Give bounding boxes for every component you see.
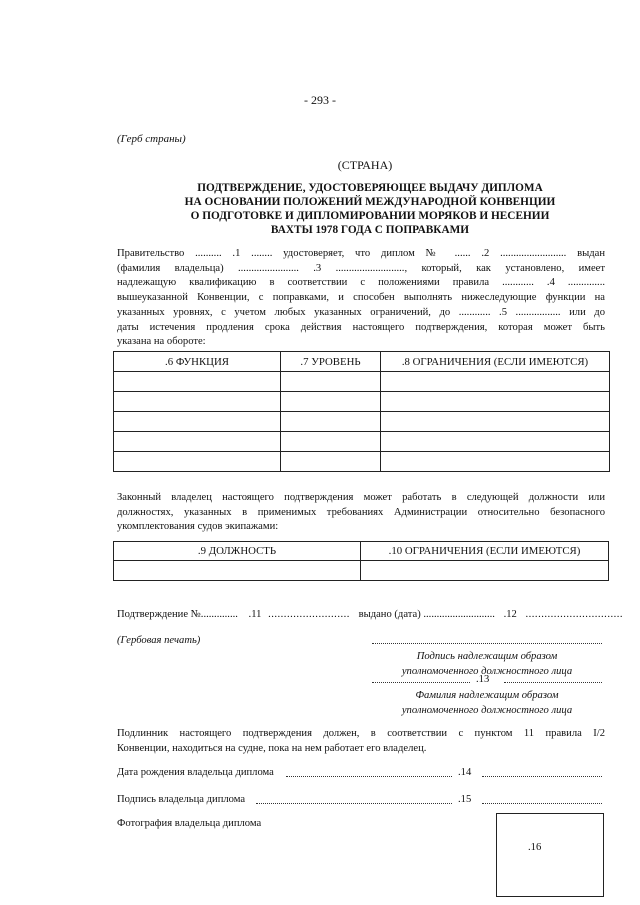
paragraph-line: Законный владелец настоящего подтверждения может работать в следующей должности или xyxy=(117,492,605,503)
field-ref: .16 xyxy=(528,842,542,853)
table-cell[interactable] xyxy=(281,372,381,392)
table-header-row xyxy=(114,542,609,561)
issued-date-label: выдано (дата) ........................... xyxy=(358,609,495,620)
intro-paragraph xyxy=(117,247,605,350)
official-name-caption xyxy=(372,688,602,718)
paragraph-line: надлежащую квалификацию в соответствии с положениями правила ............ .4 .............. xyxy=(117,277,605,289)
table-cell[interactable] xyxy=(381,392,610,412)
table-cell[interactable] xyxy=(281,412,381,432)
paragraph-line: даты истечения продления срока действия настоящего подтверждения, которая может быть xyxy=(117,321,605,333)
caption-line: Подпись надлежащим образом xyxy=(416,651,558,662)
column-header-level: .7 УРОВЕНЬ xyxy=(281,352,381,372)
holder-signature-label: Подпись владельца диплома xyxy=(117,794,246,805)
paragraph-line: вышеуказанной Конвенции, с поправками, и способен выполнять нижеследующие функции на xyxy=(117,292,605,304)
paragraph-line: указанных уровнях, с учетом любых указанных ограничений, до ............ .5 ................. или до xyxy=(117,306,605,318)
document-title xyxy=(130,181,610,237)
table-cell[interactable] xyxy=(381,432,610,452)
title-line: О ПОДГОТОВКЕ И ДИПЛОМИРОВАНИИ МОРЯКОВ И НЕСЕНИИ xyxy=(190,210,550,222)
table-row xyxy=(114,561,609,581)
confirmation-number-field[interactable]: .......................... xyxy=(268,609,350,620)
table-row xyxy=(114,392,610,412)
table-cell[interactable] xyxy=(114,432,281,452)
holder-signature-field-left[interactable] xyxy=(256,803,452,804)
paragraph-line: Подлинник настоящего подтверждения должен, в соответствии с пунктом 11 правила I/2 xyxy=(117,728,605,739)
field-ref: .11 xyxy=(248,609,262,620)
emblem-placeholder: (Герб страны) xyxy=(117,133,186,145)
birth-date-label: Дата рождения владельца диплома xyxy=(117,767,274,778)
original-document-paragraph xyxy=(117,727,605,756)
title-line: ВАХТЫ 1978 ГОДА С ПОПРАВКАМИ xyxy=(270,224,470,236)
confirmation-number-row xyxy=(117,609,623,620)
column-header-function: .6 ФУНКЦИЯ xyxy=(114,352,281,372)
field-ref: .12 xyxy=(503,609,517,620)
paragraph-line: указана на обороте: xyxy=(117,336,206,348)
title-line: НА ОСНОВАНИИ ПОЛОЖЕНИЙ МЕЖДУНАРОДНОЙ КОНВЕНЦИИ xyxy=(184,196,556,208)
table-cell[interactable] xyxy=(381,412,610,432)
country-label: (СТРАНА) xyxy=(337,158,393,172)
caption-line: уполномоченного должностного лица xyxy=(401,666,573,677)
table-header-row xyxy=(114,352,610,372)
positions-table xyxy=(113,541,609,581)
table-row xyxy=(114,372,610,392)
table-cell[interactable] xyxy=(114,392,281,412)
field-ref: .14 xyxy=(458,767,472,778)
table-cell[interactable] xyxy=(114,372,281,392)
table-row xyxy=(114,452,610,472)
birth-date-field-left[interactable] xyxy=(286,776,452,777)
confirmation-number-label: Подтверждение №.............. xyxy=(117,609,238,620)
official-name-field-right[interactable] xyxy=(504,682,602,683)
column-header-limitations: .8 ОГРАНИЧЕНИЯ (ЕСЛИ ИМЕЮТСЯ) xyxy=(381,352,610,372)
table-row xyxy=(114,432,610,452)
official-name-field-left[interactable] xyxy=(372,682,470,683)
table-cell[interactable] xyxy=(381,452,610,472)
table-cell[interactable] xyxy=(281,452,381,472)
table-row xyxy=(114,412,610,432)
paragraph-line: Правительство .......... .1 ........ удостоверяет, что диплом № ...... .2 ......................... выдан xyxy=(117,248,605,259)
holder-paragraph xyxy=(117,491,605,535)
caption-line: Фамилия надлежащим образом xyxy=(415,690,559,701)
table-cell[interactable] xyxy=(361,561,609,581)
paragraph-line: (фамилия владельца) ....................... .3 .........................., который, как установлено, имеет xyxy=(117,262,605,274)
table-cell[interactable] xyxy=(114,412,281,432)
photo-label: Фотография владельца диплома xyxy=(117,818,262,829)
holder-signature-field-right[interactable] xyxy=(482,803,602,804)
field-ref: .13 xyxy=(476,674,490,685)
column-header-position: .9 ДОЛЖНОСТЬ xyxy=(114,542,361,561)
table-cell[interactable] xyxy=(381,372,610,392)
table-cell[interactable] xyxy=(281,392,381,412)
stamp-placeholder: (Гербовая печать) xyxy=(117,635,201,646)
column-header-limitations: .10 ОГРАНИЧЕНИЯ (ЕСЛИ ИМЕЮТСЯ) xyxy=(361,542,609,561)
title-line: ПОДТВЕРЖДЕНИЕ, УДОСТОВЕРЯЮЩЕЕ ВЫДАЧУ ДИПЛОМА xyxy=(197,182,543,194)
paragraph-line: должностях, указанных в применимых требованиях Администрации относительно безопасного xyxy=(117,506,605,518)
paragraph-line: укомплектования судов экипажами: xyxy=(117,521,279,533)
field-ref: .15 xyxy=(458,794,472,805)
table-cell[interactable] xyxy=(114,452,281,472)
birth-date-field-right[interactable] xyxy=(482,776,602,777)
paragraph-line: Конвенции, находиться на судне, пока на нем работает его владелец. xyxy=(117,742,427,754)
functions-table xyxy=(113,351,610,472)
table-cell[interactable] xyxy=(114,561,361,581)
page-number: - 293 - xyxy=(304,93,336,107)
issued-date-field[interactable]: ............................... xyxy=(525,609,624,620)
table-cell[interactable] xyxy=(281,432,381,452)
photo-box[interactable] xyxy=(496,813,604,897)
caption-line: уполномоченного должностного лица xyxy=(401,705,573,716)
official-signature-field[interactable] xyxy=(372,643,602,644)
